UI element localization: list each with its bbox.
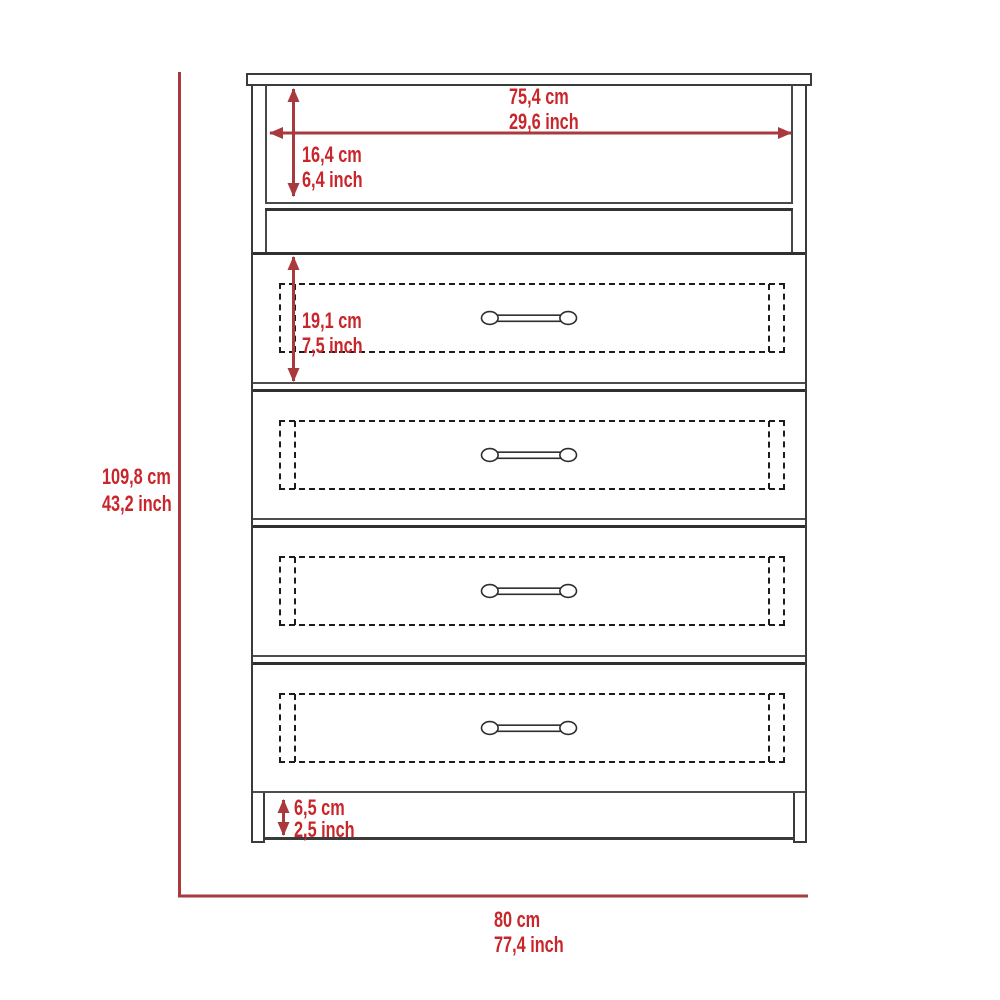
dashed-inner-line-left	[294, 694, 296, 762]
drawer-height-cm: 19,1 cm	[302, 308, 362, 333]
base-height-label	[294, 797, 355, 841]
right-panel-inner-line	[791, 85, 793, 252]
dashed-inner-line-right	[768, 694, 770, 762]
shelf-height-inch: 6,4 inch	[302, 167, 363, 192]
overall-width-inch: 77,4 inch	[494, 932, 564, 957]
base-height-inch: 2,5 inch	[294, 817, 355, 842]
overall-width-cm: 80 cm	[494, 907, 541, 932]
drawer-3	[253, 525, 805, 657]
top-width-label	[509, 84, 579, 134]
overall-height-cm: 109,8 cm	[102, 464, 171, 489]
left-leg	[251, 793, 265, 843]
dashed-inner-line-right	[768, 284, 770, 352]
dashed-inner-line-right	[768, 421, 770, 489]
drawer-1-handle-icon	[479, 310, 579, 327]
base-height-cm: 6,5 cm	[294, 795, 345, 820]
dashed-inner-line-left	[294, 284, 296, 352]
drawer-height-label	[302, 308, 363, 358]
drawer-4	[253, 662, 805, 794]
drawer-4-handle-icon	[479, 719, 579, 736]
overall-height-label	[102, 463, 172, 517]
shelf-board	[265, 202, 793, 211]
top-width-inch: 29,6 inch	[509, 109, 579, 134]
shelf-height-label	[302, 142, 363, 192]
top-width-cm: 75,4 cm	[509, 84, 569, 109]
right-leg	[793, 793, 807, 843]
dashed-inner-line-left	[294, 557, 296, 625]
drawer-2-handle-icon	[479, 446, 579, 463]
drawer-height-inch: 7,5 inch	[302, 333, 363, 358]
dashed-inner-line-left	[294, 421, 296, 489]
drawer-2	[253, 389, 805, 521]
shelf-height-cm: 16,4 cm	[302, 142, 362, 167]
left-panel-inner-line	[265, 85, 267, 252]
overall-width-label	[494, 907, 564, 957]
overall-height-inch: 43,2 inch	[102, 491, 172, 516]
drawer-3-handle-icon	[479, 583, 579, 600]
dashed-inner-line-right	[768, 557, 770, 625]
